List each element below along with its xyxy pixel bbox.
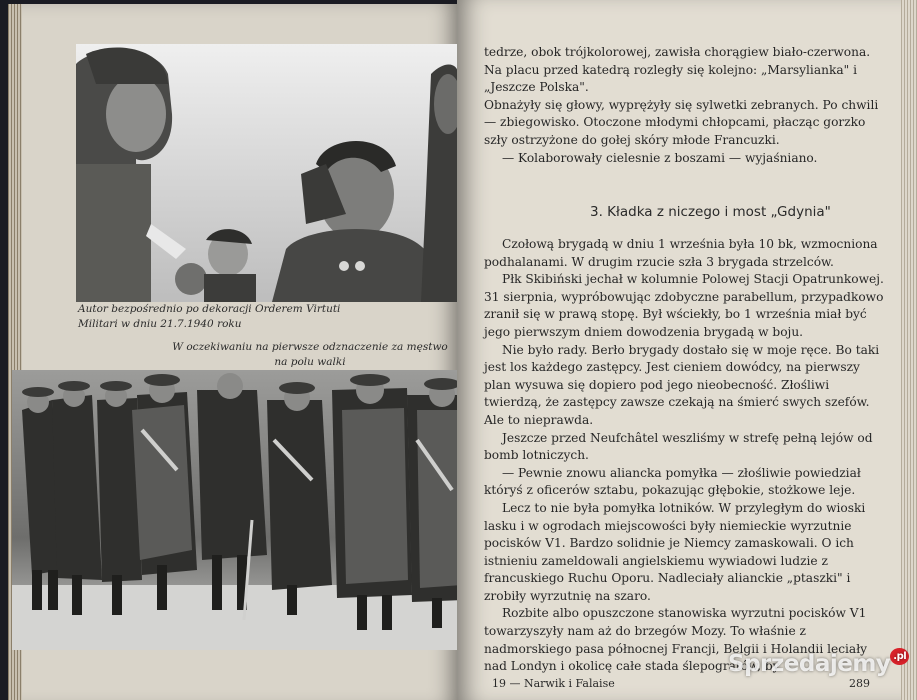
section-heading: 3. Kładka z niczego i most „Gdynia" [590,204,831,220]
photo-decoration-ceremony [76,44,458,302]
body-paragraph: Jeszcze przed Neufchâtel weszliśmy w strefę pełną lejów od bomb lotniczych. [484,430,873,463]
body-paragraph: Czołową brygadą w dniu 1 września była 10 bk, wzmocniona podhalanami. W drugim rzucie szła 3 brygada strzelców. [484,237,878,269]
body-paragraph: — Pewnie znowu aliancka pomyłka — złośliwie powiedział któryś z oficerów sztabu, pokazując głębokie, stożkowe leje. [484,465,861,498]
intro-paragraph-2: Obnażyły się głowy, wyprężyły się sylwetki zebranych. Po chwili — zbiegowisko. Otoczone młodymi chłopcami, płacząc gorzko szły ostrzyżone do gołej skóry młode Francuzki. [484,97,879,147]
intro-paragraph-3: — Kolaborowały cielesnie z boszami — wyjaśniano. [502,150,818,165]
page-number: 289 [849,677,870,690]
right-page-edge [901,0,917,700]
watermark-text: Sprzedajemy [728,651,891,677]
intro-text-block [484,44,884,167]
watermark-logo [728,651,909,677]
footer-signature: 19 — Narwik i Falaise [492,677,615,690]
photo-soldiers-lineup [12,370,464,650]
body-text-block [484,236,884,676]
intro-paragraph-1: tedrze, obok trójkolorowej, zawisła chorągiew biało-czerwona. Na placu przed katedrą rozległy się kolejno: „Marsylianka" i „Jeszcze Polska". [484,45,871,95]
body-paragraph: Płk Skibiński jechał w kolumnie Polowej Stacji Opatrunkowej. 31 sierpnia, wypróbowując zdobyczne parabellum, przypadkowo zranił się w prawą stopę. Był wściekły, bo 1 września miał być jego pierwszym dniem dowodzenia brygadą w boju. [484,272,884,339]
body-paragraph: Nie było rady. Berło brygady dostało się w moje ręce. Bo taki jest los każdego zastępcy. Jest cieniem dowódcy, na pierwszy plan wysuwa się dopiero pod jego nieobecność. Złośliwi twierdzą, że zastępcy zawsze czekają na śmierć swych szefów. Ale to nieprawda. [484,342,880,427]
watermark-suffix: .pl [890,648,909,665]
body-paragraph: Rozbite albo opuszczone stanowiska wyrzutni pocisków V1 towarzyszyły nam aż do brzegów Mozy. To właśnie z nadmorskiego pasa północnej Francji, Belgii i Holandii leciały nad Londyn i okolicę całe stada ślepogratów, by [484,606,868,674]
photo-bottom-caption: W oczekiwaniu na pierwsze odznaczenie za męstwo na polu walki [172,341,448,368]
body-paragraph: Lecz to nie była pomyłka lotników. W przyległym do wioski lasku i w ogrodach miejscowości były niemieckie wyrzutnie pocisków V1. Bardzo solidnie je Niemcy zamaskowali. O ich istnieniu zameldowali angielskiemu wywiadowi ludzie z francuskiego Ruchu Oporu. Nadleciały alianckie „ptaszki" i zrobiły wyrzutnię na szaro. [484,500,866,603]
photo-top-caption: Autor bezpośrednio po dekoracji Orderem Virtuti Militari w dniu 21.7.1940 roku [78,303,341,330]
